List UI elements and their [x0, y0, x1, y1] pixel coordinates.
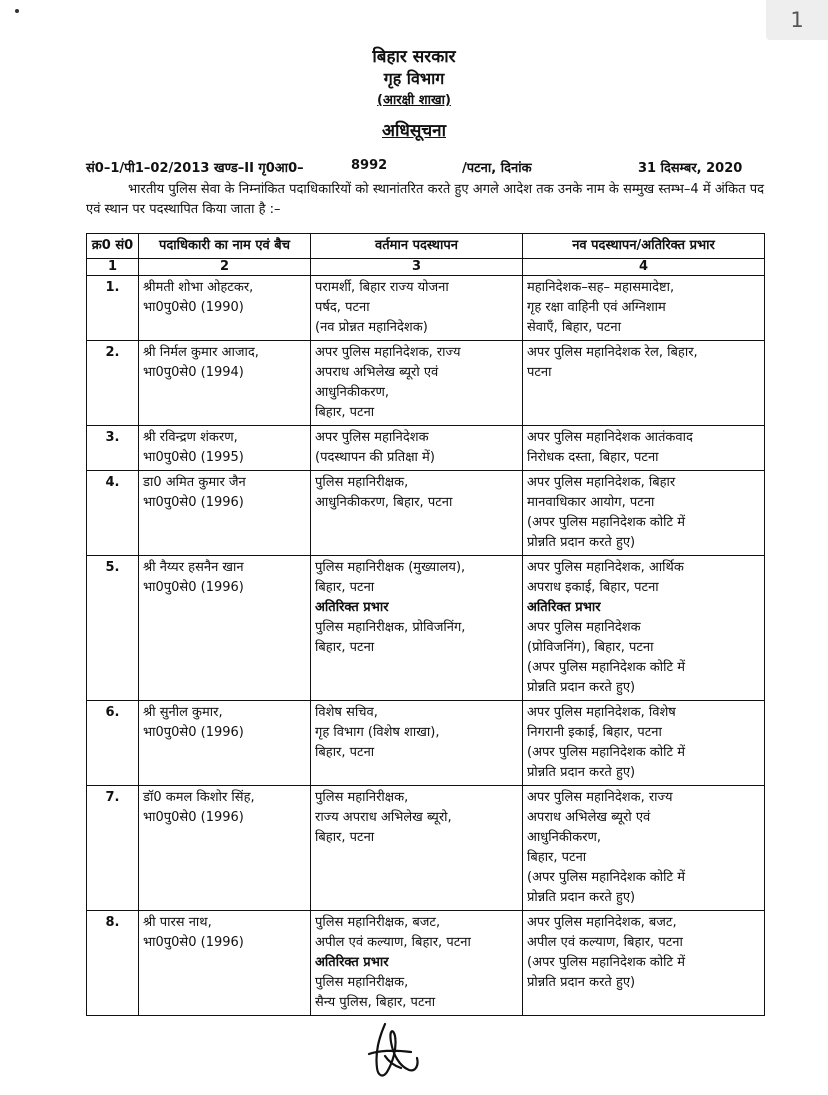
officer-cell: [139, 701, 311, 786]
current-posting-cell: [311, 911, 523, 1016]
branch-name: (आरक्षी शाखा): [377, 93, 451, 108]
posting-line: अपराध अभिलेख ब्यूरो एवं: [315, 365, 439, 380]
officer-batch: भा0पु0से0 (1996): [143, 495, 244, 510]
signature: [355, 1018, 425, 1082]
posting-line: अपराध अभिलेख ब्यूरो एवं: [527, 810, 651, 825]
posting-line: अपर पुलिस महानिदेशक आतंकवाद: [527, 430, 693, 445]
serial-number: 6.: [87, 701, 139, 786]
posting-line: (नव प्रोन्नत महानिदेशक): [315, 320, 428, 335]
officer-name: श्रीमती शोभा ओहटकर,: [143, 280, 254, 295]
posting-line: (अपर पुलिस महानिदेशक कोटि में: [527, 955, 685, 970]
department-name: गृह विभाग: [383, 69, 445, 88]
page-number-badge: [766, 0, 828, 40]
posting-line: पुलिस महानिरीक्षक, प्रोविजनिंग,: [315, 620, 466, 635]
posting-line: पुलिस महानिरीक्षक,: [315, 975, 409, 990]
posting-line: (अपर पुलिस महानिदेशक कोटि में: [527, 515, 685, 530]
table-row: [87, 701, 765, 786]
new-posting-cell: [523, 786, 765, 911]
current-posting-cell: [311, 701, 523, 786]
new-posting-cell: [523, 426, 765, 471]
intro-paragraph: भारतीय पुलिस सेवा के निम्नांकित पदाधिकारियों को स्थानांतरित करते हुए अगले आदेश तक उनके नाम के सम्मुख स्तम्भ–4 में अंकित पद एवं स्थान पर पदस्थापित किया जाता है :–: [86, 182, 764, 217]
new-posting-cell: [523, 556, 765, 701]
reference-line: [86, 158, 766, 176]
posting-line: बिहार, पटना: [315, 830, 375, 845]
officer-cell: [139, 341, 311, 426]
scan-speck: [15, 9, 19, 13]
table-row: [87, 786, 765, 911]
serial-number: 4.: [87, 471, 139, 556]
column-number: 1: [87, 259, 139, 276]
posting-line: निगरानी इकाई, बिहार, पटना: [527, 725, 662, 740]
posting-line: बिहार, पटना: [315, 580, 375, 595]
posting-line: अपर पुलिस महानिदेशक: [527, 620, 641, 635]
posting-line: (अपर पुलिस महानिदेशक कोटि में: [527, 660, 685, 675]
posting-line: बिहार, पटना: [315, 745, 375, 760]
posting-line: पुलिस महानिरीक्षक,: [315, 475, 409, 490]
posting-line: प्रोन्नति प्रदान करते हुए): [527, 890, 636, 905]
posting-line: पटना: [527, 365, 552, 380]
posting-line: पर्षद, पटना: [315, 300, 370, 315]
posting-line: अपर पुलिस महानिदेशक: [315, 430, 429, 445]
table-row: [87, 911, 765, 1016]
table-row: [87, 276, 765, 341]
current-posting-cell: [311, 426, 523, 471]
posting-line: (पदस्थापन की प्रतिक्षा में): [315, 450, 435, 465]
posting-table: [86, 233, 765, 1016]
posting-line: अपील एवं कल्याण, बिहार, पटना: [527, 935, 683, 950]
posting-line: (प्रोविजनिंग), बिहार, पटना: [527, 640, 654, 655]
table-row: [87, 471, 765, 556]
serial-number: 8.: [87, 911, 139, 1016]
new-posting-cell: [523, 911, 765, 1016]
column-number: 2: [139, 259, 311, 276]
place-label: /पटना, दिनांक: [462, 161, 532, 176]
column-number: 4: [523, 259, 765, 276]
serial-number: 2.: [87, 341, 139, 426]
serial-number: 3.: [87, 426, 139, 471]
posting-line: पुलिस महानिरीक्षक,: [315, 790, 409, 805]
officer-batch: भा0पु0से0 (1994): [143, 365, 244, 380]
additional-charge-label: अतिरिक्त प्रभार: [315, 600, 389, 615]
memo-number: 8992: [351, 158, 388, 173]
officer-cell: [139, 426, 311, 471]
current-posting-cell: [311, 276, 523, 341]
additional-charge-label: अतिरिक्त प्रभार: [315, 955, 389, 970]
posting-line: प्रोन्नति प्रदान करते हुए): [527, 535, 636, 550]
table-row: [87, 341, 765, 426]
officer-batch: भा0पु0से0 (1996): [143, 580, 244, 595]
posting-line: सैन्य पुलिस, बिहार, पटना: [315, 995, 436, 1010]
officer-batch: भा0पु0से0 (1996): [143, 725, 244, 740]
posting-line: प्रोन्नति प्रदान करते हुए): [527, 765, 636, 780]
posting-line: निरोधक दस्ता, बिहार, पटना: [527, 450, 659, 465]
posting-line: गृह विभाग (विशेष शाखा),: [315, 725, 440, 740]
posting-line: अपर पुलिस महानिदेशक, बिहार: [527, 475, 676, 490]
posting-line: विशेष सचिव,: [315, 705, 378, 720]
table-row: [87, 426, 765, 471]
posting-line: अपर पुलिस महानिदेशक, विशेष: [527, 705, 676, 720]
posting-line: अपराध इकाई, बिहार, पटना: [527, 580, 659, 595]
posting-line: बिहार, पटना: [527, 850, 587, 865]
posting-line: (अपर पुलिस महानिदेशक कोटि में: [527, 870, 685, 885]
posting-line: अपर पुलिस महानिदेशक, राज्य: [315, 345, 461, 360]
posting-line: प्रोन्नति प्रदान करते हुए): [527, 975, 636, 990]
posting-line: अपील एवं कल्याण, बिहार, पटना: [315, 935, 471, 950]
posting-line: पुलिस महानिरीक्षक, बजट,: [315, 915, 441, 930]
posting-line: पुलिस महानिरीक्षक (मुख्यालय),: [315, 560, 466, 575]
new-posting-cell: [523, 471, 765, 556]
notification-title: अधिसूचना: [382, 121, 446, 141]
officer-batch: भा0पु0से0 (1996): [143, 935, 244, 950]
posting-line: परामर्शी, बिहार राज्य योजना: [315, 280, 449, 295]
officer-name: डा0 अमित कुमार जैन: [143, 475, 246, 490]
posting-line: अपर पुलिस महानिदेशक, आर्थिक: [527, 560, 684, 575]
table-header-row: [87, 234, 765, 259]
officer-cell: [139, 471, 311, 556]
officer-cell: [139, 911, 311, 1016]
page-number: 1: [790, 8, 804, 32]
date-label: 31 दिसम्बर, 2020: [638, 161, 743, 176]
current-posting-cell: [311, 786, 523, 911]
posting-line: आधुनिकीकरण,: [315, 385, 390, 400]
header-current-posting: वर्तमान पदस्थापन: [311, 234, 523, 259]
header-serial: क्र0 सं0: [87, 234, 139, 259]
table-row: [87, 556, 765, 701]
posting-line: राज्य अपराध अभिलेख ब्यूरो,: [315, 810, 452, 825]
posting-line: आधुनिकीकरण,: [527, 830, 602, 845]
officer-batch: भा0पु0से0 (1995): [143, 450, 244, 465]
officer-name: श्री रविन्द्रण शंकरण,: [143, 430, 238, 445]
posting-line: बिहार, पटना: [315, 405, 375, 420]
column-number-row: [87, 259, 765, 276]
current-posting-cell: [311, 556, 523, 701]
posting-line: आधुनिकीकरण, बिहार, पटना: [315, 495, 453, 510]
officer-name: श्री नैय्यर हसनैन खान: [143, 560, 244, 575]
officer-cell: [139, 276, 311, 341]
posting-line: प्रोन्नति प्रदान करते हुए): [527, 680, 636, 695]
posting-line: अपर पुलिस महानिदेशक, बजट,: [527, 915, 677, 930]
posting-line: बिहार, पटना: [315, 640, 375, 655]
officer-cell: [139, 556, 311, 701]
new-posting-cell: [523, 701, 765, 786]
posting-line: अपर पुलिस महानिदेशक रेल, बिहार,: [527, 345, 698, 360]
header-officer: पदाधिकारी का नाम एवं बैच: [139, 234, 311, 259]
posting-line: सेवाएँ, बिहार, पटना: [527, 320, 621, 335]
officer-name: श्री पारस नाथ,: [143, 915, 212, 930]
serial-number: 5.: [87, 556, 139, 701]
serial-number: 1.: [87, 276, 139, 341]
officer-name: डॉ0 कमल किशोर सिंह,: [143, 790, 255, 805]
posting-line: अपर पुलिस महानिदेशक, राज्य: [527, 790, 673, 805]
government-name: बिहार सरकार: [372, 47, 456, 67]
current-posting-cell: [311, 341, 523, 426]
officer-batch: भा0पु0से0 (1996): [143, 810, 244, 825]
serial-number: 7.: [87, 786, 139, 911]
header-new-posting: नव पदस्थापन/अतिरिक्त प्रभार: [523, 234, 765, 259]
current-posting-cell: [311, 471, 523, 556]
officer-name: श्री निर्मल कुमार आजाद,: [143, 345, 259, 360]
officer-batch: भा0पु0से0 (1990): [143, 300, 244, 315]
posting-line: गृह रक्षा वाहिनी एवं अग्निशाम: [527, 300, 666, 315]
posting-line: महानिदेशक–सह– महासमादेष्टा,: [527, 280, 675, 295]
column-number: 3: [311, 259, 523, 276]
officer-cell: [139, 786, 311, 911]
posting-line: मानवाधिकार आयोग, पटना: [527, 495, 655, 510]
reference-number: सं0–1/पी1–02/2013 खण्ड–II गृ0आ0–: [86, 161, 304, 176]
new-posting-cell: [523, 276, 765, 341]
officer-name: श्री सुनील कुमार,: [143, 705, 223, 720]
additional-charge-label: अतिरिक्त प्रभार: [527, 600, 601, 615]
posting-line: (अपर पुलिस महानिदेशक कोटि में: [527, 745, 685, 760]
new-posting-cell: [523, 341, 765, 426]
